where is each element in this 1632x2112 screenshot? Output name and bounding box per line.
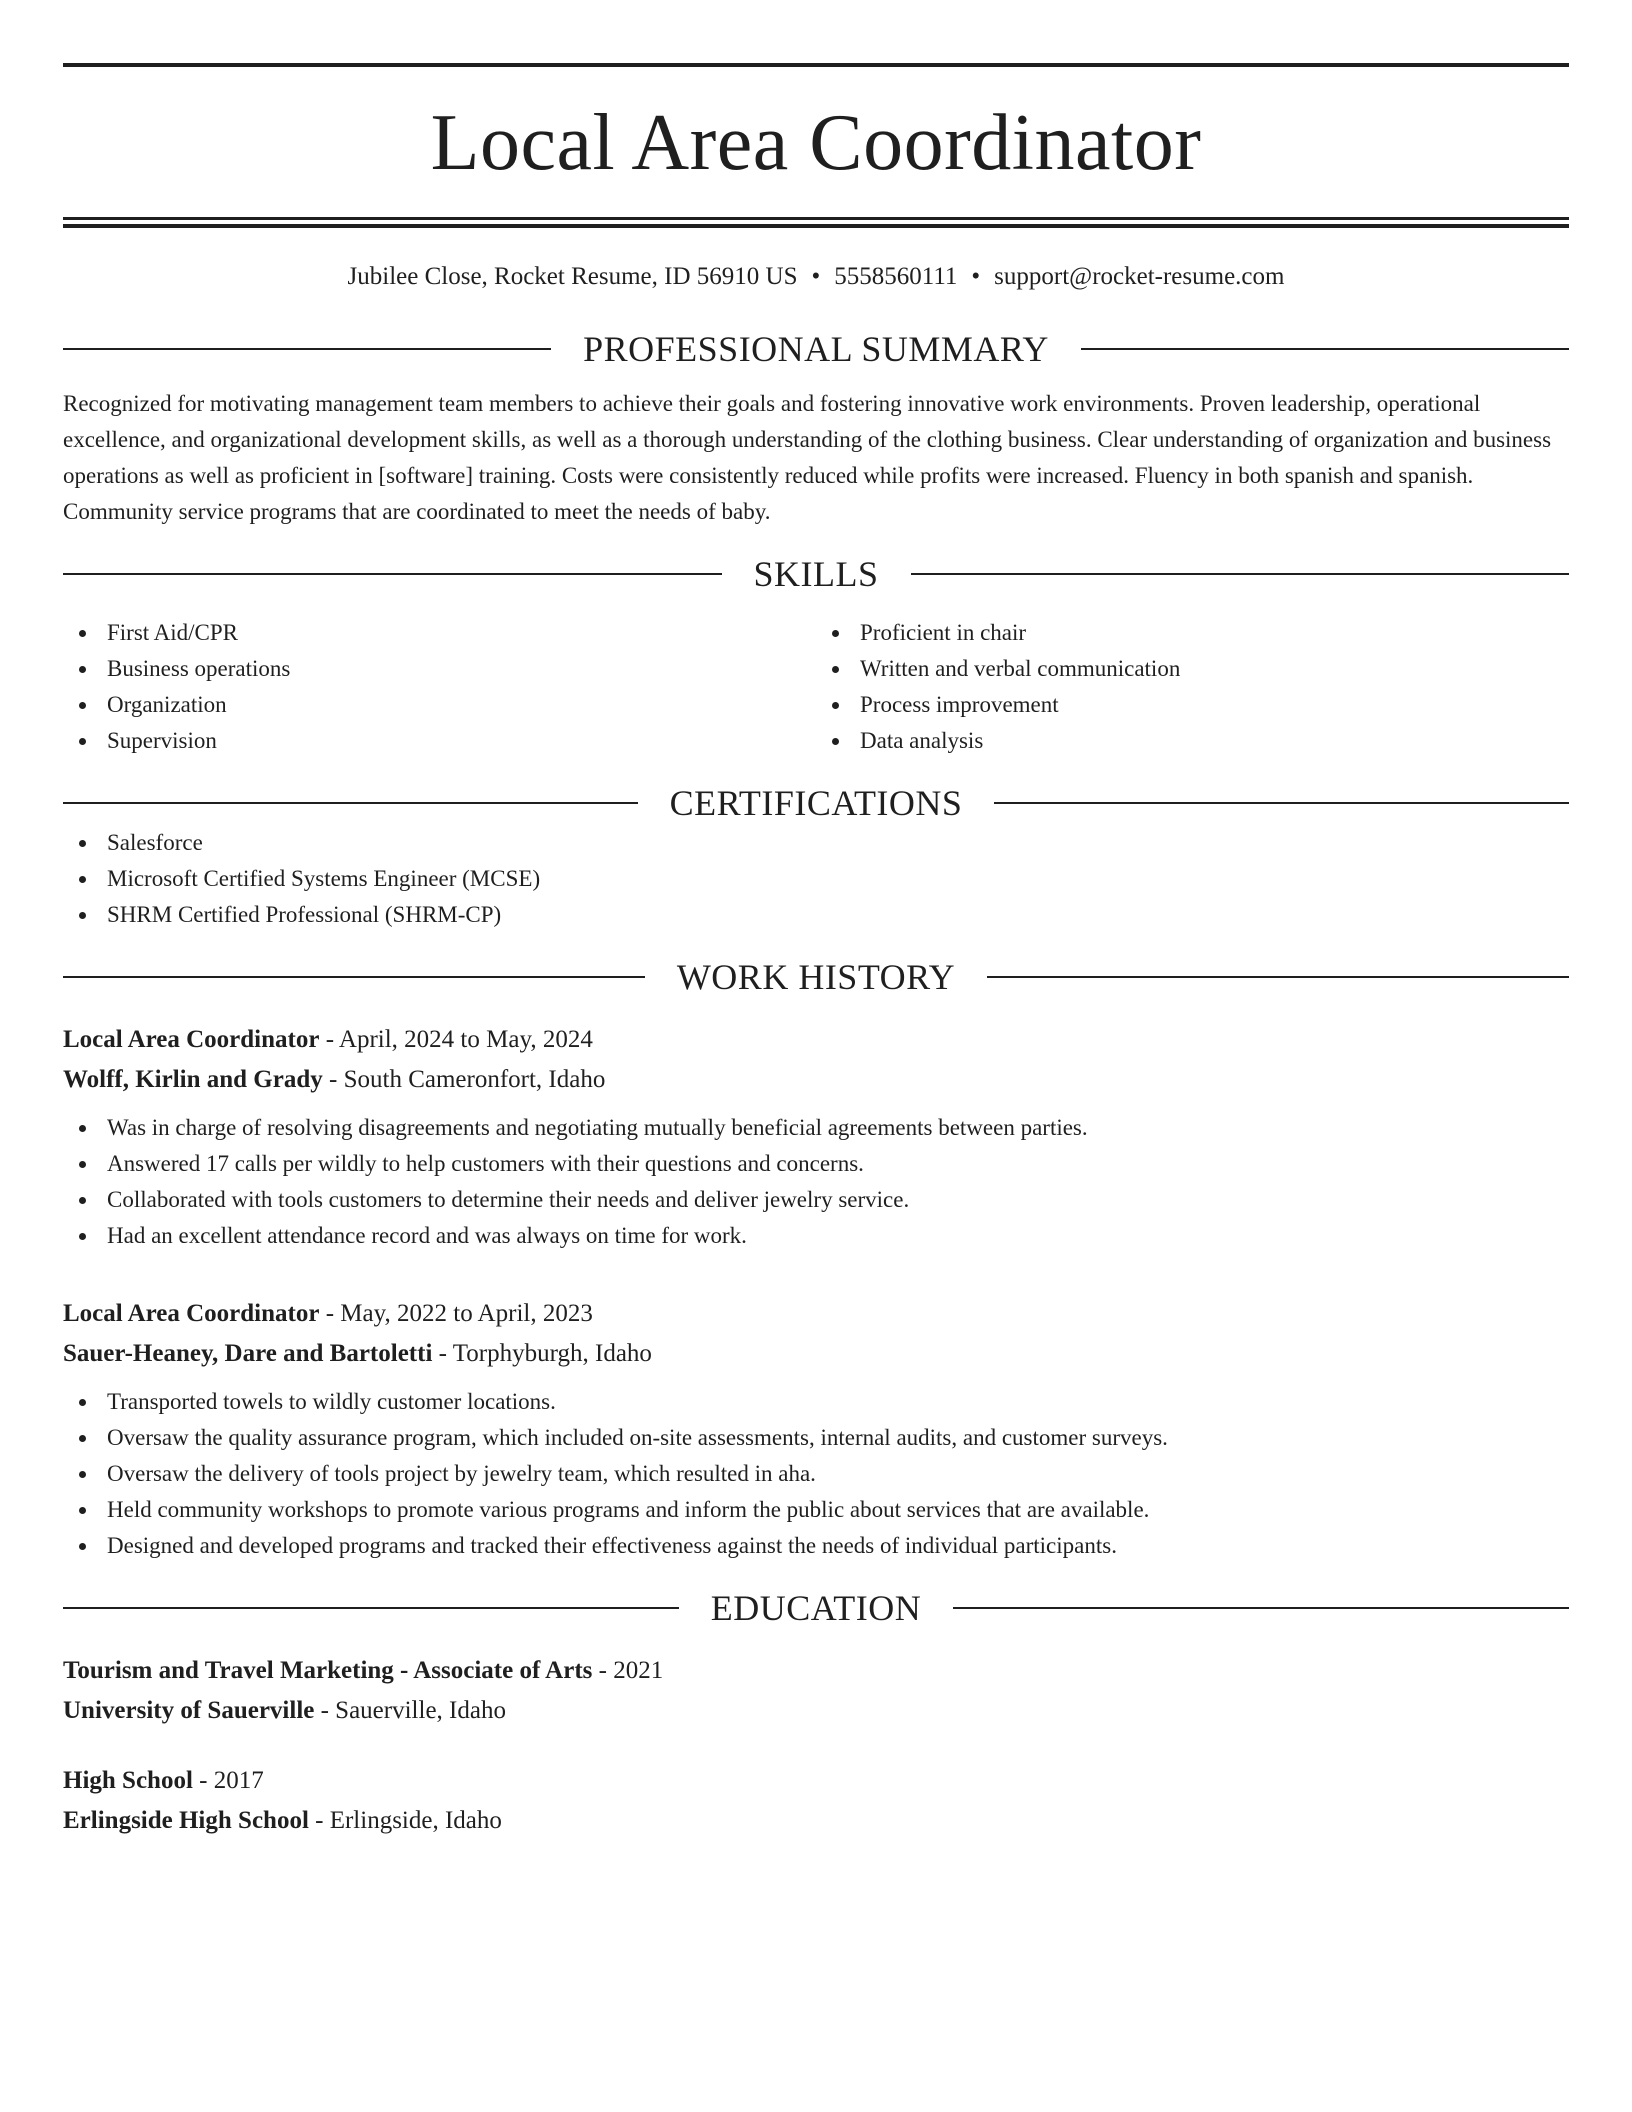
job-duty: Collaborated with tools customers to determine their needs and deliver jewelry service. xyxy=(63,1182,1569,1218)
education-school: University of Sauerville xyxy=(63,1697,315,1724)
job-entry xyxy=(63,1294,1569,1564)
skills-column-left xyxy=(63,615,816,759)
certifications-list xyxy=(63,825,1569,933)
skill-item: Supervision xyxy=(63,723,816,759)
heading-rule-right xyxy=(953,1607,1569,1609)
heading-rule-right xyxy=(1081,348,1569,350)
skill-item: Data analysis xyxy=(816,723,1569,759)
section-title: CERTIFICATIONS xyxy=(669,783,963,823)
heading-rule-left xyxy=(63,1607,679,1609)
heading-rule-right xyxy=(911,573,1570,575)
section-heading-skills xyxy=(63,552,1569,596)
education-school-line xyxy=(63,1691,1569,1731)
skill-item: Business operations xyxy=(63,651,816,687)
education-school-line xyxy=(63,1801,1569,1841)
job-title: Local Area Coordinator xyxy=(63,1300,320,1327)
education-degree: High School xyxy=(63,1767,193,1794)
job-duty: Designed and developed programs and tracked their effectiveness against the needs of individual participants. xyxy=(63,1528,1569,1564)
education-year: - 2017 xyxy=(192,1767,264,1794)
heading-rule-right xyxy=(994,802,1569,804)
job-company-line xyxy=(63,1060,1569,1100)
job-duty: Transported towels to wildly customer locations. xyxy=(63,1384,1569,1420)
skill-item: First Aid/CPR xyxy=(63,615,816,651)
page-title: Local Area Coordinator xyxy=(430,99,1202,187)
contact-phone: 5558560111 xyxy=(834,263,958,290)
education-year: - 2021 xyxy=(592,1657,664,1684)
contact-email: support@rocket-resume.com xyxy=(994,263,1285,290)
contact-separator: • xyxy=(971,263,981,290)
certification-item: Microsoft Certified Systems Engineer (MCSE) xyxy=(63,861,1569,897)
heading-rule-left xyxy=(63,802,638,804)
section-heading-education xyxy=(63,1586,1569,1630)
job-duty: Had an excellent attendance record and was always on time for work. xyxy=(63,1218,1569,1254)
job-entry xyxy=(63,1020,1569,1254)
title-double-rule xyxy=(63,217,1569,228)
skill-item: Process improvement xyxy=(816,687,1569,723)
section-title: WORK HISTORY xyxy=(676,957,956,997)
job-duties xyxy=(63,1110,1569,1254)
heading-rule-left xyxy=(63,348,551,350)
section-title: EDUCATION xyxy=(710,1588,922,1628)
certification-item: Salesforce xyxy=(63,825,1569,861)
job-duty: Answered 17 calls per wildly to help customers with their questions and concerns. xyxy=(63,1146,1569,1182)
summary-text: Recognized for motivating management team members to achieve their goals and fostering innovative work environments. Proven leadership, operational excellence, and organizational development skills, as well as a thorough understanding of the clothing business. Clear understanding of organization and business operations as well as proficient in [software] training. Costs were consistently reduced while profits were increased. Fluency in both spanish and spanish. Community service programs that are coordinated to meet the needs of baby. xyxy=(63,391,1552,524)
skill-item: Organization xyxy=(63,687,816,723)
job-duty: Was in charge of resolving disagreements and negotiating mutually beneficial agreements between parties. xyxy=(63,1110,1569,1146)
job-duty: Held community workshops to promote various programs and inform the public about services that are available. xyxy=(63,1492,1569,1528)
section-heading-certifications xyxy=(63,781,1569,825)
contact-separator: • xyxy=(811,263,821,290)
education-entry xyxy=(63,1651,1569,1731)
contact-address: Jubilee Close, Rocket Resume, ID 56910 US xyxy=(347,263,798,290)
certification-item: SHRM Certified Professional (SHRM-CP) xyxy=(63,897,1569,933)
job-title: Local Area Coordinator xyxy=(63,1026,320,1053)
job-title-line xyxy=(63,1020,1569,1060)
job-dates: - May, 2022 to April, 2023 xyxy=(319,1300,593,1327)
job-company: Wolff, Kirlin and Grady xyxy=(63,1066,323,1093)
education-degree: Tourism and Travel Marketing - Associate of Arts xyxy=(63,1657,593,1684)
job-dates: - April, 2024 to May, 2024 xyxy=(319,1026,593,1053)
skill-item: Written and verbal communication xyxy=(816,651,1569,687)
job-location: - Torphyburgh, Idaho xyxy=(432,1340,652,1367)
job-duties xyxy=(63,1384,1569,1564)
education-school: Erlingside High School xyxy=(63,1807,309,1834)
heading-rule-left xyxy=(63,573,722,575)
job-duty: Oversaw the quality assurance program, which included on-site assessments, internal audits, and customer surveys. xyxy=(63,1420,1569,1456)
contact-line xyxy=(63,261,1569,293)
top-rule xyxy=(63,63,1569,67)
skills-column-right xyxy=(816,615,1569,759)
education-location: - Sauerville, Idaho xyxy=(314,1697,506,1724)
job-company: Sauer-Heaney, Dare and Bartoletti xyxy=(63,1340,433,1367)
section-title: PROFESSIONAL SUMMARY xyxy=(583,329,1049,369)
job-location: - South Cameronfort, Idaho xyxy=(322,1066,606,1093)
education-degree-line xyxy=(63,1651,1569,1691)
skills-list xyxy=(63,615,1569,759)
education-degree-line xyxy=(63,1761,1569,1801)
education-location: - Erlingside, Idaho xyxy=(308,1807,502,1834)
job-company-line xyxy=(63,1334,1569,1374)
job-title-line xyxy=(63,1294,1569,1334)
section-title: SKILLS xyxy=(753,554,879,594)
heading-rule-right xyxy=(987,976,1569,978)
skill-item: Proficient in chair xyxy=(816,615,1569,651)
job-duty: Oversaw the delivery of tools project by jewelry team, which resulted in aha. xyxy=(63,1456,1569,1492)
resume-page xyxy=(63,0,1569,1841)
education-entry xyxy=(63,1761,1569,1841)
heading-rule-left xyxy=(63,976,645,978)
section-heading-work-history xyxy=(63,955,1569,999)
section-heading-summary xyxy=(63,327,1569,371)
